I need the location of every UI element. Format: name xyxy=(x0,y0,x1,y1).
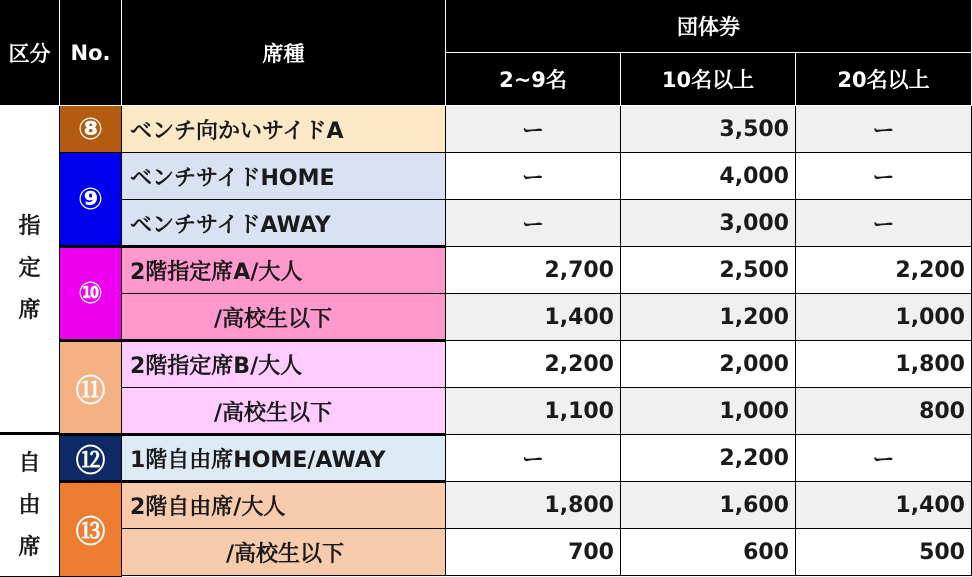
seat-number-11: ⑪ xyxy=(60,341,122,435)
price-cell: 700 xyxy=(446,529,621,576)
price-cell: 2,500 xyxy=(621,247,796,294)
group-20plus-header: 20名以上 xyxy=(796,53,972,106)
price-cell: 1,200 xyxy=(621,294,796,341)
price-cell: 800 xyxy=(796,388,972,435)
category-char: 定 xyxy=(18,256,41,281)
seat-number-9: ⑨ xyxy=(60,153,122,247)
group-divider xyxy=(60,433,446,436)
seat-type-cell: ベンチサイドAWAY xyxy=(122,200,446,247)
price-cell: 1,800 xyxy=(446,482,621,529)
seat-type-cell: ベンチ向かいサイドA xyxy=(122,106,446,153)
seat-number-10: ⑩ xyxy=(60,247,122,341)
group-2-9-header: 2~9名 xyxy=(446,53,621,106)
group-ticket-header: 団体券 xyxy=(446,0,972,53)
seat-type-cell: ベンチサイドHOME xyxy=(122,153,446,200)
group-divider xyxy=(60,480,446,483)
price-cell: ー xyxy=(796,153,972,200)
seat-type-cell: /高校生以下 xyxy=(122,388,446,435)
seat-type-cell: /高校生以下 xyxy=(122,529,446,576)
group-10plus-header: 10名以上 xyxy=(621,53,796,106)
seat-type-cell: 2階指定席B/大人 xyxy=(122,341,446,388)
price-cell: 2,700 xyxy=(446,247,621,294)
price-cell: 500 xyxy=(796,529,972,576)
group-divider xyxy=(60,245,446,248)
price-cell: ー xyxy=(796,106,972,153)
seat-type-cell: 1階自由席HOME/AWAY xyxy=(122,435,446,482)
price-cell: 3,500 xyxy=(621,106,796,153)
price-cell: 3,000 xyxy=(621,200,796,247)
category-char: 指 xyxy=(18,214,41,239)
seat-type-cell: 2階指定席A/大人 xyxy=(122,247,446,294)
price-cell: 1,400 xyxy=(446,294,621,341)
price-cell: ー xyxy=(446,200,621,247)
price-cell: ー xyxy=(446,435,621,482)
price-cell: 4,000 xyxy=(621,153,796,200)
seat-number-8: ⑧ xyxy=(60,106,122,153)
price-cell: 1,400 xyxy=(796,482,972,529)
group-divider xyxy=(60,339,446,342)
price-cell: ー xyxy=(446,153,621,200)
price-cell: ー xyxy=(796,435,972,482)
price-cell: 2,000 xyxy=(621,341,796,388)
seat-number-12: ⑫ xyxy=(60,435,122,482)
price-cell: 2,200 xyxy=(796,247,972,294)
price-cell: 1,000 xyxy=(796,294,972,341)
seat-type-cell: /高校生以下 xyxy=(122,294,446,341)
price-cell: 2,200 xyxy=(446,341,621,388)
price-cell: 2,200 xyxy=(621,435,796,482)
seat-type-header: 席種 xyxy=(122,0,446,106)
price-cell: ー xyxy=(796,200,972,247)
category-char: 自 xyxy=(18,450,41,476)
category-char: 席 xyxy=(18,298,41,323)
price-cell: 1,100 xyxy=(446,388,621,435)
price-cell: ー xyxy=(446,106,621,153)
category-unreserved xyxy=(0,435,60,577)
number-header: No. xyxy=(60,0,122,106)
category-header: 区分 xyxy=(0,0,60,106)
category-char: 由 xyxy=(18,492,41,518)
category-char: 席 xyxy=(18,534,41,560)
seat-type-cell: 2階自由席/大人 xyxy=(122,482,446,529)
seat-number-13: ⑬ xyxy=(60,482,122,577)
price-cell: 1,800 xyxy=(796,341,972,388)
price-cell: 1,000 xyxy=(621,388,796,435)
price-cell: 1,600 xyxy=(621,482,796,529)
price-cell: 600 xyxy=(621,529,796,576)
category-reserved xyxy=(0,106,60,435)
